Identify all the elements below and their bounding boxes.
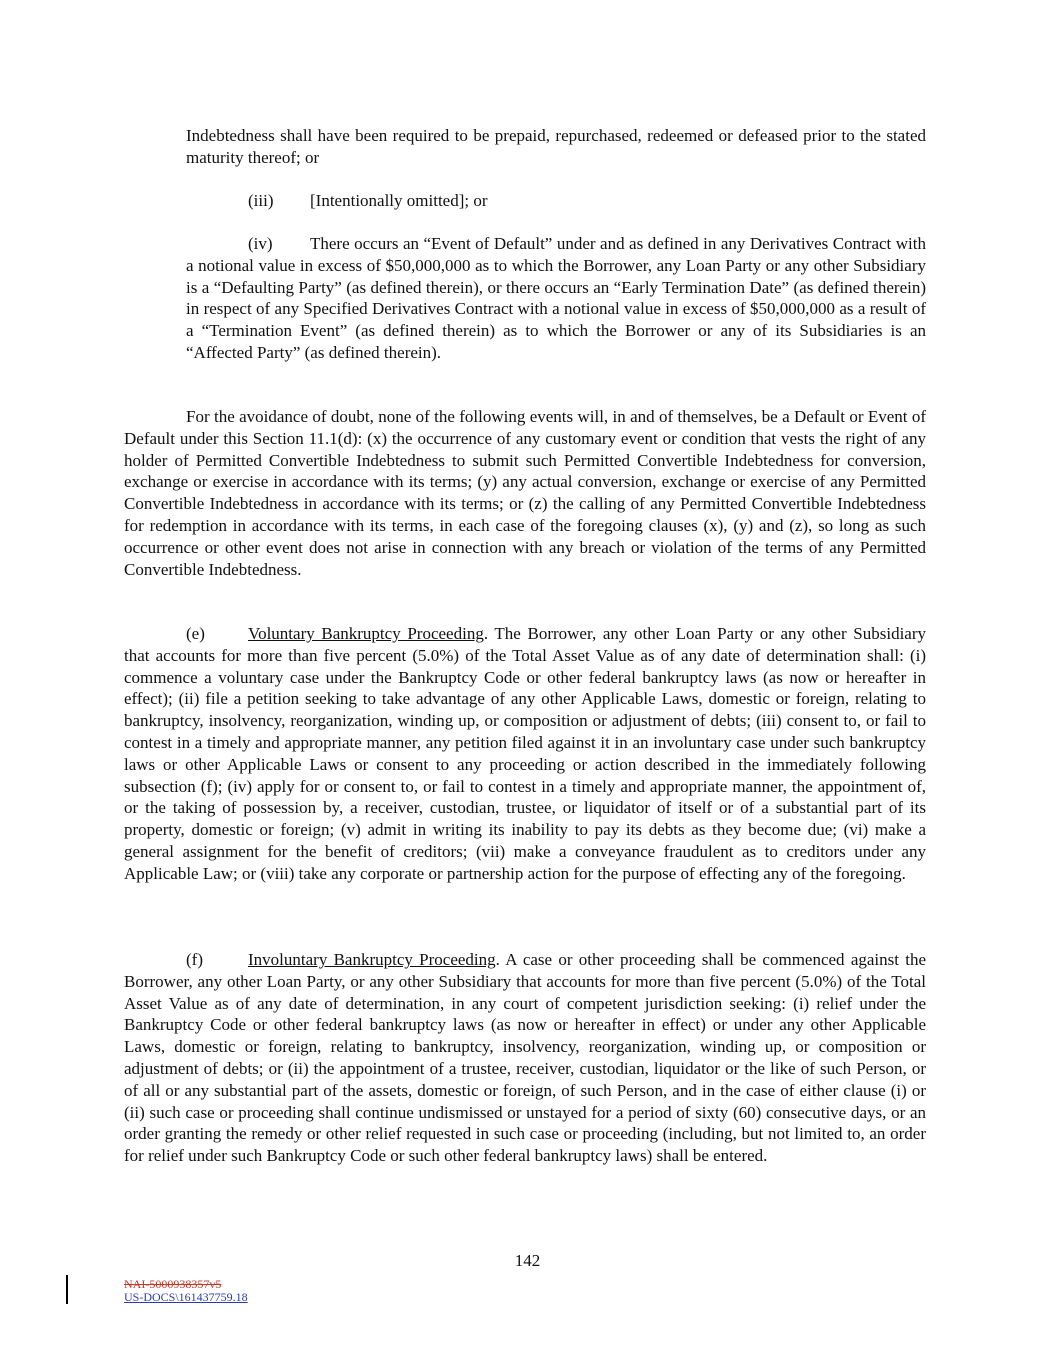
- paragraph-avoidance-of-doubt: [124, 406, 926, 580]
- section-f-involuntary-bankruptcy: [124, 949, 926, 1167]
- section-heading: Involuntary Bankruptcy Proceeding: [248, 950, 496, 969]
- section-number: (e): [186, 624, 205, 643]
- section-text: . The Borrower, any other Loan Party or any other Subsidiary that accounts for more than five percent (5.0%) of the Total Asset Value as of any date of determination shall: (i) commence a voluntary case under the Bankruptcy Code or other federal bankruptcy laws (as now or hereafter in effect); (ii) file a petition seeking to take advantage of any other Applicable Laws, domestic or foreign, relating to bankruptcy, insolvency, reorganization, winding up, or composition or adjustment of debts; (iii) consent to, or fail to contest in a timely and appropriate manner, any petition filed against it in an involuntary case under such bankruptcy laws or other Applicable Laws or consent to any proceeding or action described in the immediately following subsection (f); (iv) apply for or consent to, or fail to contest in a timely and appropriate manner, the appointment of, or the taking of possession by, a receiver, custodian, trustee, or liquidator of itself or of a substantial part of its property, domestic or foreign; (v) admit in writing its inability to pay its debts as they become due; (vi) make a general assignment for the benefit of creditors; (vii) make a conveyance fraudulent as to creditors under any Applicable Law; or (viii) take any corporate or partnership action for the purpose of effecting any of the foregoing.: [124, 624, 926, 883]
- clause-text: [Intentionally omitted]; or: [310, 191, 488, 210]
- paragraph-text: Indebtedness shall have been required to be prepaid, repurchased, redeemed or defeased prior to the stated maturity thereof; or: [186, 126, 926, 167]
- footer-doc-ids: [124, 1278, 248, 1304]
- paragraph-text: For the avoidance of doubt, none of the following events will, in and of themselves, be a Default or Event of Default under this Section 11.1(d): (x) the occurrence of any customary event or condition that vests the right of any holder of Permitted Convertible Indebtedness to submit such Permitted Convertible Indebtedness for conversion, exchange or exercise in accordance with its terms; (y) any actual conversion, exchange or exercise of any Permitted Convertible Indebtedness in accordance with its terms; or (z) the calling of any Permitted Convertible Indebtedness for redemption in accordance with its terms, in each case of the foregoing clauses (x), (y) and (z), so long as such occurrence or other event does not arise in connection with any breach or violation of the terms of any Permitted Convertible Indebtedness.: [124, 407, 926, 579]
- section-e-voluntary-bankruptcy: [124, 623, 926, 885]
- section-heading: Voluntary Bankruptcy Proceeding: [248, 624, 484, 643]
- clause-text: There occurs an “Event of Default” under and as defined in any Derivatives Contract with a notional value in excess of $50,000,000 as to which the Borrower, any Loan Party or any other Subsidiary is a “Defaulting Party” (as defined therein), or there occurs an “Early Termination Date” (as defined therein) in respect of any Specified Derivatives Contract with a notional value in excess of $50,000,000 as a result of a “Termination Event” (as defined therein) as to which the Borrower or any of its Subsidiaries is an “Affected Party” (as defined therein).: [186, 234, 926, 362]
- revision-bar: [66, 1275, 68, 1304]
- clause-number: (iii): [248, 191, 274, 210]
- page-number: 142: [514, 1251, 541, 1270]
- clause-iii: [186, 190, 926, 212]
- clause-iv: [186, 233, 926, 364]
- clause-number: (iv): [248, 234, 273, 253]
- section-text: . A case or other proceeding shall be commenced against the Borrower, any other Loan Party, or any other Subsidiary that accounts for more than five percent (5.0%) of the Total Asset Value as of any date of determination, in any court of competent jurisdiction seeking: (i) relief under the Bankruptcy Code or other federal bankruptcy laws (as now or hereafter in effect) or under any other Applicable Laws, domestic or foreign, relating to bankruptcy, insolvency, reorganization, winding up, or composition or adjustment of debts; or (ii) the appointment of a trustee, receiver, custodian, liquidator or the like of such Person, or of all or any substantial part of the assets, domestic or foreign, of such Person, and in the case of either clause (i) or (ii) such case or proceeding shall continue undismissed or unstayed for a period of sixty (60) consecutive days, or an order granting the remedy or other relief requested in such case or proceeding (including, but not limited to, an order for relief under such Bankruptcy Code or such other federal bankruptcy laws) shall be entered.: [124, 950, 927, 1166]
- old-doc-id: NAI-5000938357v5: [124, 1277, 222, 1291]
- new-doc-id: US-DOCS\161437759.18: [124, 1290, 248, 1304]
- section-number: (f): [186, 950, 203, 969]
- paragraph-continuation: [186, 125, 926, 169]
